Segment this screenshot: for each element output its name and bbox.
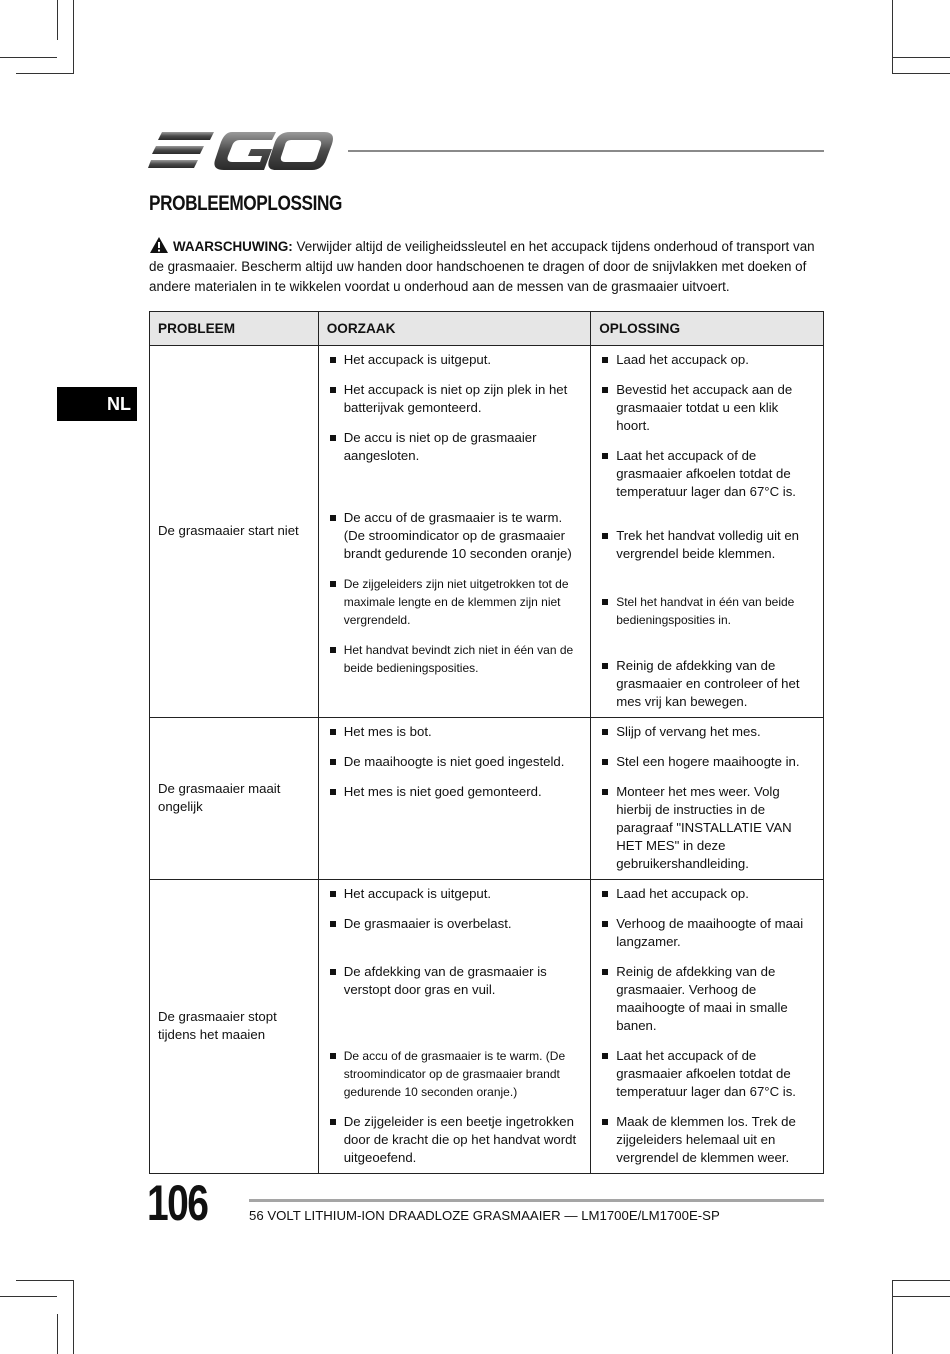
cause-item: De grasmaaier is overbelast. bbox=[329, 915, 581, 933]
language-tab: NL bbox=[57, 387, 137, 421]
solution-item: Stel het handvat in één van beide bedieningsposities in. bbox=[601, 593, 813, 629]
crop-mark bbox=[892, 73, 950, 74]
cause-item: Het accupack is uitgeput. bbox=[329, 885, 581, 903]
cause-cell bbox=[318, 346, 591, 718]
solution-item: Monteer het mes weer. Volg hierbij de instructies in de paragraaf "INSTALLATIE VAN HET MES" in deze gebruikershandleiding. bbox=[601, 783, 813, 873]
cause-item: Het accupack is niet op zijn plek in het batterijvak gemonteerd. bbox=[329, 381, 581, 417]
cause-cell bbox=[318, 880, 591, 1174]
cause-item: De accu of de grasmaaier is te warm. (De stroomindicator op de grasmaaier brandt gedurende 10 seconden oranje) bbox=[329, 509, 581, 563]
problem-cell: De grasmaaier start niet bbox=[150, 346, 319, 718]
cause-cell bbox=[318, 718, 591, 880]
problem-cell: De grasmaaier stopt tijdens het maaien bbox=[150, 880, 319, 1174]
page-number: 106 bbox=[147, 1175, 208, 1231]
crop-mark bbox=[892, 0, 893, 74]
solution-cell bbox=[591, 718, 824, 880]
cause-item: De zijgeleider is een beetje ingetrokken door de kracht die op het handvat wordt uitgeoefend. bbox=[329, 1113, 581, 1167]
cause-item: De zijgeleiders zijn niet uitgetrokken tot de maximale lengte en de klemmen zijn niet vergrendeld. bbox=[329, 575, 581, 629]
solution-cell bbox=[591, 346, 824, 718]
crop-mark bbox=[0, 57, 57, 58]
crop-mark bbox=[57, 1314, 58, 1354]
solution-item: Laad het accupack op. bbox=[601, 351, 813, 369]
solution-item: Trek het handvat volledig uit en vergrendel beide klemmen. bbox=[601, 527, 813, 563]
warning-paragraph bbox=[149, 236, 825, 297]
solution-item: Bevestid het accupack aan de grasmaaier totdat u een klik hoort. bbox=[601, 381, 813, 435]
crop-mark bbox=[57, 0, 58, 40]
footer-rule bbox=[249, 1199, 824, 1202]
section-title: PROBLEEMOPLOSSING bbox=[149, 192, 342, 215]
cause-item: Het mes is niet goed gemonteerd. bbox=[329, 783, 581, 801]
warning-label: WAARSCHUWING: bbox=[173, 239, 293, 254]
solution-item: Reinig de afdekking van de grasmaaier. Verhoog de maaihoogte of maai in smalle banen. bbox=[601, 963, 813, 1035]
cause-item: De accu of de grasmaaier is te warm. (De stroomindicator op de grasmaaier brandt gedurende 10 seconden oranje.) bbox=[329, 1047, 581, 1101]
cause-item: Het handvat bevindt zich niet in één van de beide bedieningsposities. bbox=[329, 641, 581, 677]
cause-item: De afdekking van de grasmaaier is verstopt door gras en vuil. bbox=[329, 963, 581, 999]
crop-mark bbox=[892, 1280, 950, 1281]
crop-mark bbox=[892, 57, 950, 58]
table-row bbox=[150, 346, 824, 718]
header-rule bbox=[348, 150, 824, 152]
warning-icon bbox=[149, 236, 169, 254]
solution-item: Laat het accupack of de grasmaaier afkoelen totdat de temperatuur lager dan 67°C is. bbox=[601, 1047, 813, 1101]
solution-item: Verhoog de maaihoogte of maai langzamer. bbox=[601, 915, 813, 951]
table-row bbox=[150, 880, 824, 1174]
crop-mark bbox=[73, 1280, 74, 1354]
crop-mark bbox=[892, 1280, 893, 1354]
warning-text: Verwijder altijd de veiligheidssleutel en het accupack tijdens onderhoud of transport van de grasmaaier. Bescherm altijd uw handen door handschoenen te dragen of door de snijvlakken met doeken of andere materialen in te wikkelen voordat u onderhoud aan de messen van de grasmaaier uitvoert. bbox=[149, 239, 815, 294]
solution-item: Laad het accupack op. bbox=[601, 885, 813, 903]
solution-item: Maak de klemmen los. Trek de zijgeleiders helemaal uit en vergrendel de klemmen weer. bbox=[601, 1113, 813, 1167]
troubleshooting-table bbox=[149, 311, 824, 1174]
crop-mark bbox=[0, 1296, 57, 1297]
crop-mark bbox=[16, 73, 73, 74]
footer-text: 56 VOLT LITHIUM-ION DRAADLOZE GRASMAAIER — LM1700E/LM1700E-SP bbox=[249, 1208, 720, 1223]
ego-logo bbox=[148, 128, 334, 174]
solution-item: Stel een hogere maaihoogte in. bbox=[601, 753, 813, 771]
crop-mark bbox=[16, 1280, 73, 1281]
solution-item: Laat het accupack of de grasmaaier afkoelen totdat de temperatuur lager dan 67°C is. bbox=[601, 447, 813, 501]
solution-item: Slijp of vervang het mes. bbox=[601, 723, 813, 741]
crop-mark bbox=[892, 1296, 950, 1297]
solution-cell bbox=[591, 880, 824, 1174]
table-row bbox=[150, 718, 824, 880]
cause-item: Het mes is bot. bbox=[329, 723, 581, 741]
header-solution: OPLOSSING bbox=[591, 312, 824, 346]
crop-mark bbox=[73, 0, 74, 74]
cause-item: De maaihoogte is niet goed ingesteld. bbox=[329, 753, 581, 771]
header-cause: OORZAAK bbox=[318, 312, 591, 346]
problem-cell: De grasmaaier maait ongelijk bbox=[150, 718, 319, 880]
solution-item: Reinig de afdekking van de grasmaaier en controleer of het mes vrij kan bewegen. bbox=[601, 657, 813, 711]
cause-item: Het accupack is uitgeput. bbox=[329, 351, 581, 369]
table-header-row bbox=[150, 312, 824, 346]
cause-item: De accu is niet op de grasmaaier aangesloten. bbox=[329, 429, 581, 465]
header-problem: PROBLEEM bbox=[150, 312, 319, 346]
